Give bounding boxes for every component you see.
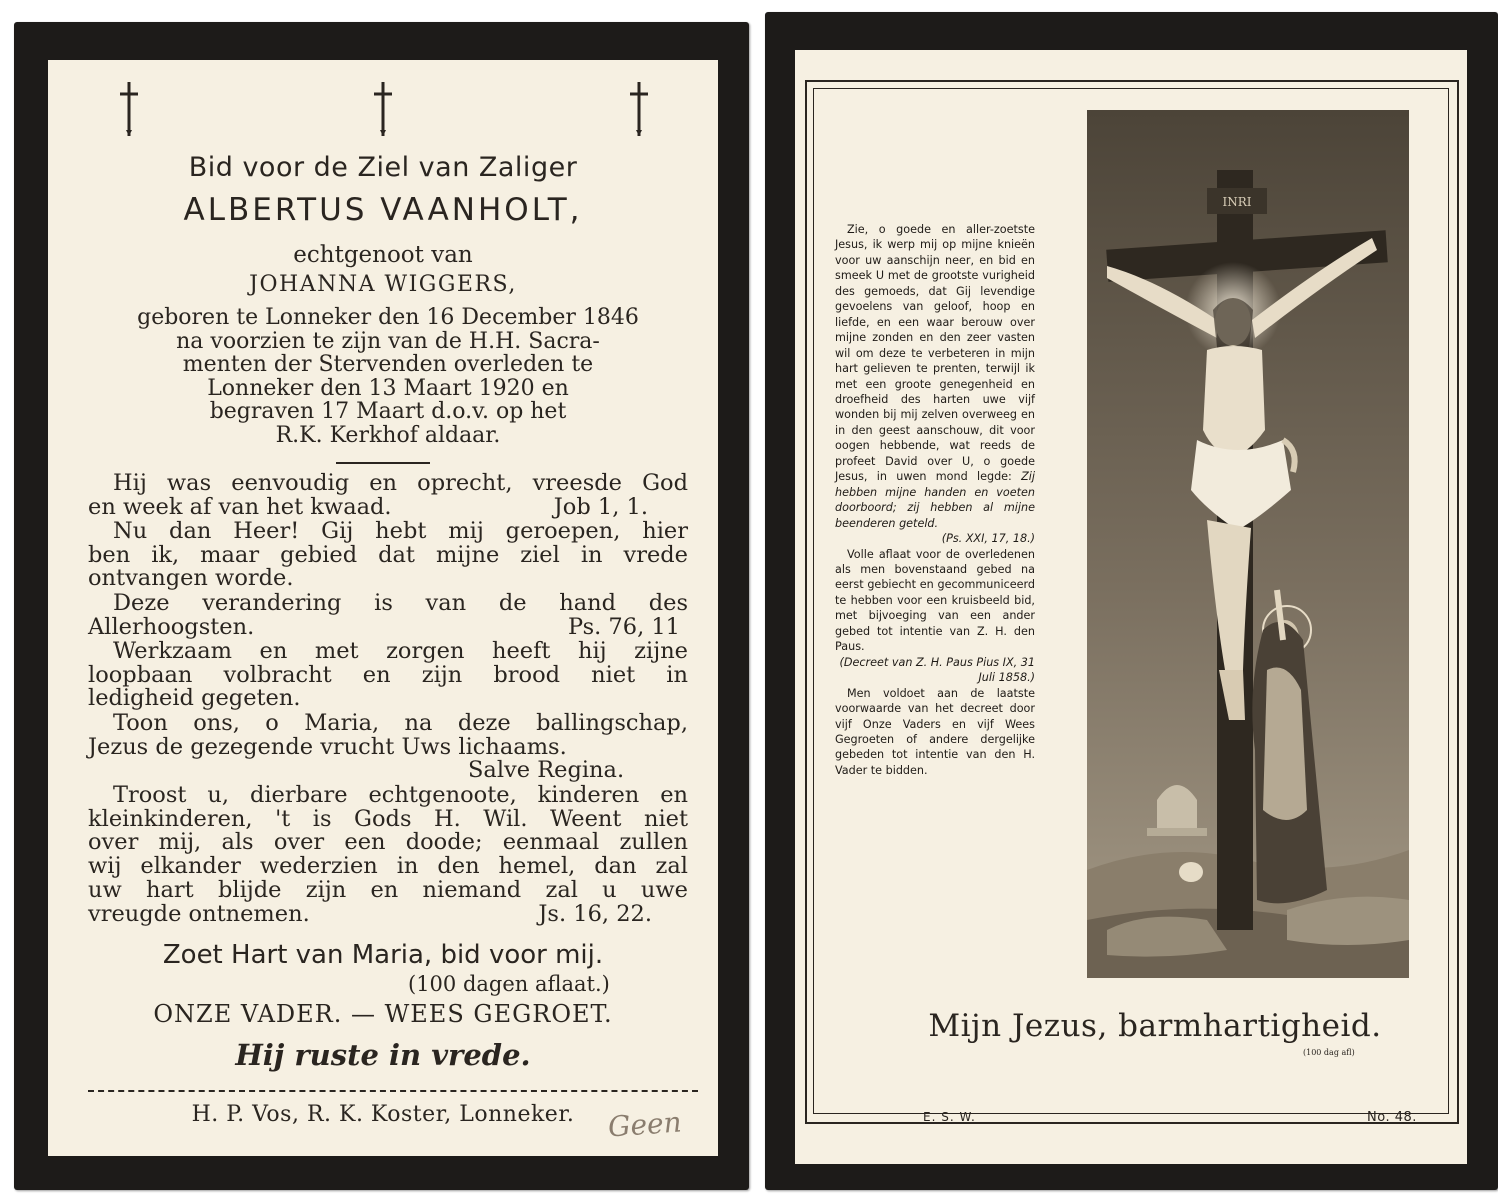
verse-line: Nu dan Heer! Gij hebt mij geroepen, hier [113,518,688,544]
verse-last-line: ledigheid gegeten. [88,685,301,712]
divider [336,462,430,464]
verse [88,592,688,639]
verse [88,520,688,591]
inri-label: INRI [1222,195,1252,209]
prayer: Zoet Hart van Maria, bid voor mij. [162,940,604,970]
verse [88,784,688,926]
cross-icon [114,80,144,140]
verse-line: Deze verandering is van de hand des [113,590,688,616]
prayer-text-body: Zie, o goede en aller-zoetste Jesus, ik werp mij op mijne knieën voor uw aanschijn neer, en bid en smeek U met de grootste vurigheid des gemoeds, dat Gij levendige gevoelens van geloof, hoop en liefde, en een waar berouw over mijne zonden en den zeer vasten wil om deze te verbeteren in mijn hart gelieven te prenten, terwijl ik met een groote genegenheid en droefheid des harten uwe vijf wonden bij mij zelven overweeg en in den geest aanschouw, dit voor oogen hebbende, wat reeds de profeet David over U, o goede Jesus, in uwen mond legde: [835,223,1035,484]
verse-last-line: Jezus de gezegende vrucht Uws lichaams. [88,733,567,760]
verse-last-line [88,493,688,520]
bio-line: R.K. Kerkhof aldaar. [275,422,501,448]
bio-line: Lonneker den 13 Maart 1920 en [207,375,569,401]
bio-line: menten der Stervenden overleden te [182,352,594,377]
verse-line: ben ik, maar gebied dat mijne ziel in vrede [88,541,688,568]
biography [88,306,688,447]
verse-last-line: ontvangen worde. [88,565,294,592]
indulgence-paragraph: Volle aflaat voor de overledenen als men bovenstaand gebed na eerst gebiecht en gecommuniceerd te hebben voor een kruisbeeld bid, met bijvoeging van een ander gebed tot intentie van Z. H. den Paus. [835,547,1035,654]
verse-line: uw hart blijde zijn en niemand zal u uwe [88,876,688,903]
prayer-paragraph [835,222,1035,531]
verse-last-text: Allerhoogsten. [88,613,255,640]
dashed-divider [88,1090,698,1092]
memorial-card-back [765,12,1498,1190]
motto-indulgence: (100 dag afl) [1303,1048,1355,1057]
verse-line: over mij, als over een doode; eenmaal zullen [88,829,688,856]
indulgence: (100 dagen aflaat.) [408,972,610,996]
bio-line: geboren te Lonneker den 16 December 1846 [137,305,639,330]
verse-line: Hij was eenvoudig en oprecht, vreesde God [113,470,688,496]
verse-line: Troost u, dierbare echtgenoote, kinderen en [113,782,688,808]
card-back-paper [795,50,1467,1164]
conditions-paragraph: Men voldoet aan de laatste voorwaarde van het decreet door vijf Onze Vaders en vijf Wees Gegroeten of andere dergelijke gebeden tot intentie van den H. Vader te bidden. [835,686,1035,777]
verse [88,712,688,783]
bio-line: na voorzien te zijn van de H.H. Sacra- [176,328,600,354]
cross-icon [368,80,398,140]
printer-credit: H. P. Vos, R. K. Koster, Lonneker. [191,1102,575,1127]
rest-in-peace: Hij ruste in vrede. [235,1038,531,1072]
spouse-name: JOHANNA WIGGERS, [249,272,517,297]
verse-ref: Ps. 76, 11 [568,613,680,640]
verse-line: kleinkinderen, 't is Gods H. Wil. Weent niet [88,805,688,832]
heading: Bid voor de Ziel van Zaliger [188,152,578,183]
verse-ref: Salve Regina. [468,757,625,784]
publisher-mark: E. S. W. [923,1110,976,1124]
prayer-quote: Zij hebben mijne handen en voeten doorboord; zij hebben al mijne beenderen geteld. [835,470,1036,530]
memorial-card-front [14,22,749,1190]
handwritten-note: Geen [606,1105,683,1144]
verse-last-text: vreugde ontnemen. [88,900,310,927]
citation: (Decreet van Z. H. Paus Pius IX, 31 Juli 1858.) [839,655,1035,685]
verse-ref: Job 1, 1. [553,493,648,520]
card-number: No. 48. [1367,1110,1417,1125]
our-father-line: ONZE VADER. — WEES GEGROET. [153,1000,613,1028]
bio-line: begraven 17 Maart d.o.v. op het [209,399,567,424]
spouse-label: echtgenoot van [293,242,473,268]
citation: (Ps. XXI, 17, 18.) [941,532,1035,546]
verse-last-text: en week af van het kwaad. [88,493,392,520]
verse-last-line [88,613,688,640]
motto: Mijn Jezus, barmhartigheid. [928,1008,1382,1044]
crucifixion-illustration [1087,110,1409,978]
verse-ref: Js. 16, 22. [538,900,652,927]
verse-line: loopbaan volbracht en zijn brood niet in [88,661,688,688]
verse [88,640,688,711]
verse-line: Toon ons, o Maria, na deze ballingschap, [113,710,688,736]
verse-line: wij elkander wederzien in den hemel, dan zal [88,853,688,880]
verse-last-line [88,900,688,927]
cross-icon [624,80,654,140]
verse [88,472,688,519]
verse-line: Werkzaam en met zorgen heeft hij zijne [113,638,688,664]
deceased-name: ALBERTUS VAANHOLT, [183,192,583,228]
crosses-row [48,80,718,150]
prayer-text [835,222,1035,778]
card-front-paper [48,60,718,1156]
